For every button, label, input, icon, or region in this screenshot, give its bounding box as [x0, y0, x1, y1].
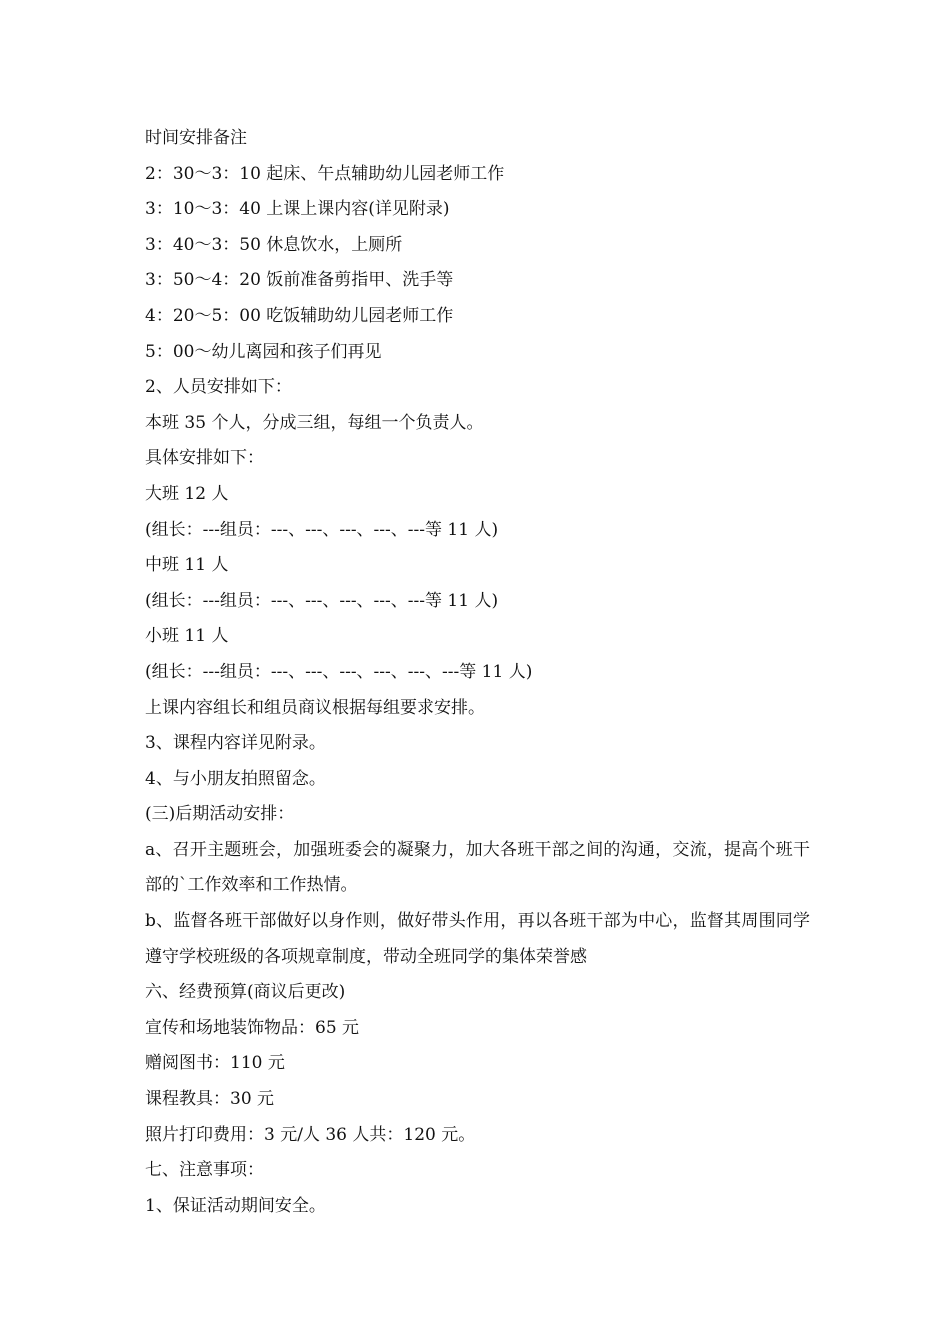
section-heading-budget: 六、经费预算(商议后更改) [145, 982, 346, 1003]
note-safety: 1、保证活动期间安全。 [145, 1195, 326, 1216]
schedule-row-2: 3：10～3：40 上课上课内容(详见附录) [145, 199, 450, 220]
section-heading-staff: 2、人员安排如下： [145, 377, 292, 398]
schedule-row-5: 4：20～5：00 吃饭辅助幼儿园老师工作 [145, 305, 454, 326]
budget-photo-printing: 照片打印费用：3 元/人 36 人共：120 元。 [145, 1124, 476, 1145]
group-middle-title: 中班 11 人 [145, 555, 229, 576]
budget-decoration: 宣传和场地装饰物品：65 元 [145, 1017, 360, 1038]
schedule-row-1: 2：30～3：10 起床、午点辅助幼儿园老师工作 [145, 163, 505, 184]
document-page [145, 121, 810, 1224]
schedule-row-6: 5：00～幼儿离园和孩子们再见 [145, 341, 382, 362]
group-senior-title: 大班 12 人 [145, 483, 229, 504]
class-summary: 本班 35 个人，分成三组，每组一个负责人。 [145, 412, 484, 433]
section-heading-later-activities: (三)后期活动安排： [145, 804, 295, 825]
section-heading-photo: 4、与小朋友拍照留念。 [145, 768, 326, 789]
paragraph-a: a、召开主题班会，加强班委会的凝聚力，加大各班干部之间的沟通，交流，提高个班干部的`工作效率和工作热情。 [145, 839, 810, 896]
schedule-header: 时间安排备注 [145, 128, 247, 148]
group-middle-members: (组长：---组员：---、---、---、---、---等 11 人) [145, 590, 499, 611]
paragraph-b: b、监督各班干部做好以身作则，做好带头作用，再以各班干部为中心，监督其周围同学遵守学校班级的各项规章制度，带动全班同学的集体荣誉感 [145, 911, 810, 967]
group-senior-members: (组长：---组员：---、---、---、---、---等 11 人) [145, 519, 499, 540]
budget-teaching-aids: 课程教具：30 元 [145, 1089, 275, 1110]
schedule-row-3: 3：40～3：50 休息饮水，上厕所 [145, 234, 403, 255]
arrangement-intro: 具体安排如下： [145, 448, 264, 469]
section-heading-curriculum: 3、课程内容详见附录。 [145, 733, 326, 754]
group-junior-members: (组长：---组员：---、---、---、---、---、---等 11 人) [145, 661, 533, 682]
section-heading-notes: 七、注意事项： [145, 1160, 264, 1181]
group-junior-title: 小班 11 人 [145, 626, 229, 647]
budget-books: 赠阅图书：110 元 [145, 1053, 285, 1074]
schedule-row-4: 3：50～4：20 饭前准备剪指甲、洗手等 [145, 270, 454, 291]
lesson-planning-note: 上课内容组长和组员商议根据每组要求安排。 [145, 697, 485, 718]
